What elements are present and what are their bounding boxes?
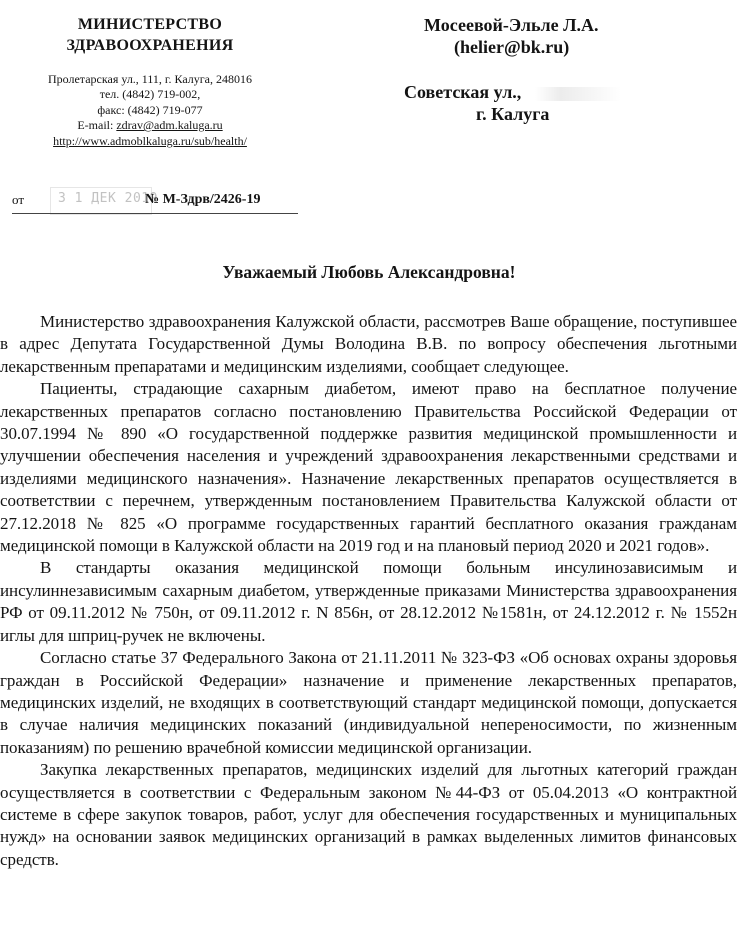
- sender-website-line: [0, 134, 300, 149]
- recipient-email: (helier@bk.ru): [454, 37, 570, 57]
- registration-underline: [12, 213, 298, 214]
- paragraph-4: Согласно статье 37 Федерального Закона от 21.11.2011 № 323-ФЗ «Об основах охраны здоровья граждан в Российской Федерации» назначение и применение лекарственных препаратов, медицинских изделий, не входящих в соответствующий стандарт медицинской помощи, допускается в случае наличия медицинских показаний (индивидуальной непереносимости, по жизненным показаниям) по решению врачебной комиссии медицинской организации.: [0, 648, 737, 757]
- sender-block: [0, 14, 300, 149]
- recipient-block: [390, 14, 730, 125]
- recipient-name: Мосеевой-Эльле Л.А.: [424, 15, 599, 35]
- sender-address: Пролетарская ул., 111, г. Калуга, 248016: [47, 72, 252, 86]
- paragraph-1: Министерство здравоохранения Калужской области, рассмотрев Ваше обращение, поступившее в адрес Депутата Государственной Думы Володина В.В. по вопросу обеспечения льготными лекарственным препаратами и медицинским изделиями, сообщает следующее.: [0, 312, 737, 376]
- sender-fax: факс: (4842) 719-077: [97, 102, 203, 117]
- sender-website-link[interactable]: http://www.admoblkaluga.ru/sub/health/: [53, 133, 247, 148]
- sender-email-label: E-mail:: [77, 118, 114, 133]
- sender-email-link[interactable]: zdrav@adm.kaluga.ru: [116, 118, 223, 133]
- registration-number: № М-Здрв/2426-19: [145, 192, 261, 207]
- paragraph-3: В стандарты оказания медицинской помощи больным инсулинозависимым и инсулиннезависимым сахарным диабетом, утвержденные приказами Министерства здравоохранения РФ от 09.11.2012 № 750н, от 09.11.2012 г. N 856н, от 28.12.2012 №1581н, от 24.12.2012 г. № 1552н иглы для шприц-ручек не включены.: [0, 558, 737, 645]
- registration-date-stamp: 3 1 ДЕК 2019: [58, 191, 158, 206]
- ministry-title-line1: МИНИСТЕРСТВО: [77, 16, 223, 33]
- ministry-title-line2: ЗДРАВООХРАНЕНИЯ: [66, 37, 234, 54]
- redaction-mark: [535, 87, 621, 101]
- recipient-street: Советская ул.,: [404, 82, 522, 102]
- salutation: Уважаемый Любовь Александровна!: [222, 262, 516, 282]
- recipient-street-line: [390, 81, 730, 103]
- registration-row: [12, 190, 298, 212]
- paragraph-5: Закупка лекарственных препаратов, медицинских изделий для льготных категорий граждан осуществляется в соответствии с Федеральным законом №44-ФЗ от 05.04.2013 «О контрактной системе в сфере закупок товаров, работ, услуг для обеспечения государственных и муниципальных нужд» на основании заявок медицинских организаций в рамках выделенных лимитов финансовых средств.: [0, 760, 737, 869]
- sender-email-line: [0, 118, 300, 133]
- recipient-city: г. Калуга: [476, 104, 550, 124]
- letter-body: [0, 311, 737, 871]
- paragraph-2: Пациенты, страдающие сахарным диабетом, имеют право на бесплатное получение лекарственных препаратов согласно постановлению Правительства Российской Федерации от 30.07.1994 № 890 «О государственной поддержке развития медицинской промышленности и улучшении обеспечения населения и учреждений здравоохранения лекарственными средствами и изделиями медицинского назначения». Назначение лекарственных препаратов осуществляется в соответствии с перечнем, утвержденным постановлением Правительства Калужской области от 27.12.2018 № 825 «О программе государственных гарантий бесплатного оказания гражданам медицинской помощи в Калужской области на 2019 год и на плановый период 2020 и 2021 годов».: [0, 379, 737, 556]
- sender-phone: тел. (4842) 719-002,: [99, 87, 201, 102]
- registration-from-label: от: [12, 192, 25, 207]
